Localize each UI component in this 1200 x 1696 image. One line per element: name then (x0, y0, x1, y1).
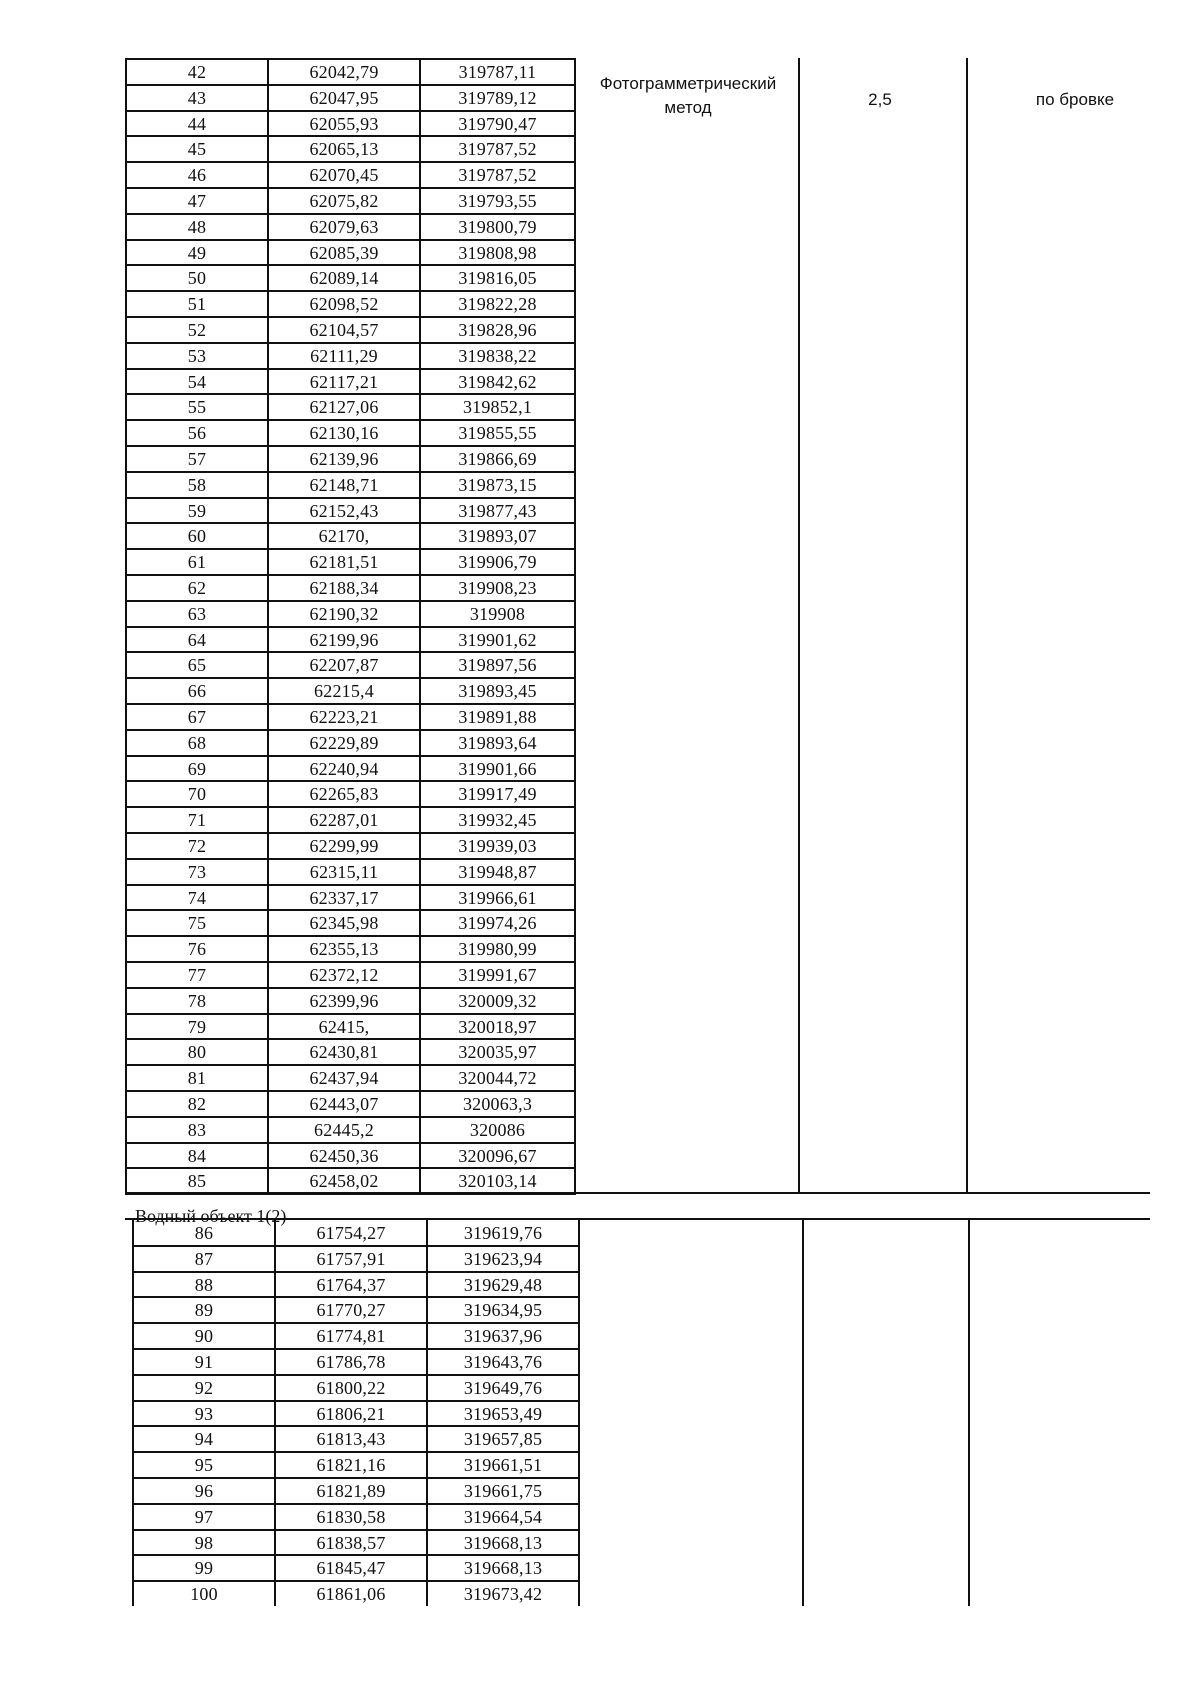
point-number-cell: 71 (187, 810, 207, 831)
y-coordinate-cell: 319991,67 (458, 965, 537, 985)
x-coordinate-cell: 61821,16 (316, 1455, 386, 1476)
y-coordinate-cell: 319974,26 (458, 913, 537, 934)
x-coordinate-cell: 62170, (318, 526, 370, 547)
x-coordinate-cell: 62042,79 (309, 62, 379, 82)
y-coordinate-cell: 319842,62 (458, 371, 537, 392)
point-number-cell: 51 (187, 294, 207, 315)
y-coordinate-cell: 319787,52 (458, 165, 537, 186)
row-divider (125, 961, 576, 963)
x-coordinate-cell: 61764,37 (316, 1274, 386, 1295)
point-number-cell: 74 (187, 887, 207, 908)
row-divider (132, 1245, 578, 1247)
y-coordinate-cell: 319629,48 (463, 1274, 543, 1295)
x-coordinate-cell: 62445,2 (314, 1119, 374, 1140)
point-number-cell: 66 (187, 681, 207, 702)
row-divider (125, 858, 576, 860)
column-divider (798, 58, 800, 1193)
x-coordinate-cell: 62450,36 (309, 1145, 379, 1166)
row-divider (125, 84, 576, 86)
y-coordinate-cell: 319668,13 (463, 1532, 543, 1553)
row-divider (125, 264, 576, 266)
y-coordinate-cell: 320103,14 (458, 1171, 537, 1192)
x-coordinate-cell: 62079,63 (309, 216, 379, 237)
row-divider (132, 1451, 578, 1453)
point-number-cell: 42 (187, 62, 207, 82)
x-coordinate-cell: 61830,58 (316, 1506, 386, 1527)
x-coordinate-cell: 62130,16 (309, 423, 379, 444)
point-number-cell: 91 (194, 1352, 214, 1372)
row-divider (125, 213, 576, 215)
y-coordinate-cell: 319657,85 (463, 1429, 543, 1450)
point-number-cell: 46 (187, 165, 207, 186)
x-coordinate-cell: 62345,98 (309, 913, 379, 934)
x-coordinate-cell: 61861,06 (316, 1584, 386, 1605)
x-coordinate-cell: 61845,47 (316, 1558, 386, 1579)
row-divider (125, 497, 576, 499)
point-number-cell: 59 (187, 500, 207, 521)
x-coordinate-cell: 62104,57 (309, 320, 379, 340)
y-coordinate-cell: 319808,98 (458, 242, 537, 263)
y-coordinate-cell: 319661,75 (463, 1481, 543, 1501)
row-divider (125, 755, 576, 757)
x-coordinate-cell: 62181,51 (309, 552, 379, 573)
row-divider (125, 651, 576, 653)
row-divider (125, 1013, 576, 1015)
point-number-cell: 98 (194, 1532, 214, 1553)
point-number-cell: 63 (187, 603, 207, 624)
x-coordinate-cell: 62299,99 (309, 836, 379, 856)
row-divider (125, 703, 576, 705)
x-coordinate-cell: 62055,93 (309, 113, 379, 134)
point-number-cell: 69 (187, 758, 207, 779)
point-number-cell: 96 (194, 1481, 214, 1501)
x-coordinate-cell: 61813,43 (316, 1429, 386, 1450)
x-coordinate-cell: 62240,94 (309, 758, 379, 779)
row-divider (132, 1348, 578, 1350)
x-coordinate-cell: 61757,91 (316, 1248, 386, 1269)
point-number-cell: 83 (187, 1119, 207, 1140)
x-coordinate-cell: 62223,21 (309, 707, 379, 727)
x-coordinate-cell: 62355,13 (309, 939, 379, 960)
point-number-cell: 78 (187, 990, 207, 1011)
y-coordinate-cell: 319877,43 (458, 500, 537, 521)
y-coordinate-cell: 319664,54 (463, 1506, 543, 1527)
x-coordinate-cell: 61838,57 (316, 1532, 386, 1553)
row-divider (125, 806, 576, 808)
point-number-cell: 45 (187, 139, 207, 160)
point-number-cell: 56 (187, 423, 207, 444)
point-number-cell: 80 (187, 1042, 207, 1063)
y-coordinate-cell: 319838,22 (458, 345, 537, 366)
point-number-cell: 100 (190, 1584, 218, 1605)
point-number-cell: 65 (187, 655, 207, 676)
x-coordinate-cell: 62415, (318, 1016, 370, 1037)
row-divider (125, 677, 576, 679)
point-number-cell: 85 (187, 1171, 207, 1192)
point-number-cell: 47 (187, 191, 207, 211)
column-divider (132, 1218, 134, 1606)
point-number-cell: 52 (187, 320, 207, 340)
row-divider (132, 1503, 578, 1505)
y-coordinate-cell: 319866,69 (458, 449, 537, 469)
x-coordinate-cell: 62047,95 (309, 87, 379, 108)
y-coordinate-cell: 319634,95 (463, 1300, 543, 1321)
point-number-cell: 68 (187, 732, 207, 753)
point-number-cell: 49 (187, 242, 207, 263)
y-coordinate-cell: 320096,67 (458, 1145, 537, 1166)
x-coordinate-cell: 62089,14 (309, 268, 379, 289)
row-divider (125, 832, 576, 834)
y-coordinate-cell: 319908 (469, 603, 526, 624)
y-coordinate-cell: 319789,12 (458, 87, 537, 108)
row-divider (132, 1374, 578, 1376)
point-number-cell: 58 (187, 474, 207, 495)
x-coordinate-cell: 62443,07 (309, 1094, 379, 1114)
point-number-cell: 55 (187, 397, 207, 418)
y-coordinate-cell: 319873,15 (458, 474, 537, 495)
y-coordinate-cell: 320018,97 (458, 1016, 537, 1037)
row-divider (132, 1296, 578, 1298)
point-number-cell: 77 (187, 965, 207, 985)
column-divider (274, 1218, 276, 1606)
row-divider (125, 548, 576, 550)
row-divider (125, 1116, 576, 1118)
row-divider (125, 574, 576, 576)
point-number-cell: 88 (194, 1274, 214, 1295)
row-divider (125, 368, 576, 370)
y-coordinate-cell: 319787,11 (458, 62, 537, 82)
column-divider (802, 1218, 804, 1606)
y-coordinate-cell: 320009,32 (458, 990, 537, 1011)
column-divider (426, 1218, 428, 1606)
y-coordinate-cell: 319932,45 (458, 810, 537, 831)
point-number-cell: 93 (194, 1403, 214, 1424)
row-divider (125, 1038, 576, 1040)
y-coordinate-cell: 319893,45 (458, 681, 537, 702)
y-coordinate-cell: 319637,96 (463, 1326, 543, 1347)
row-divider (125, 393, 576, 395)
point-number-cell: 70 (187, 784, 207, 805)
row-divider (132, 1554, 578, 1556)
row-divider (125, 58, 576, 60)
column-divider (125, 58, 127, 1193)
y-coordinate-cell: 319948,87 (458, 861, 537, 882)
row-divider (132, 1477, 578, 1479)
x-coordinate-cell: 62399,96 (309, 990, 379, 1011)
row-divider (125, 445, 576, 447)
y-coordinate-cell: 319893,64 (458, 732, 537, 753)
column-divider (574, 58, 576, 1193)
y-coordinate-cell: 319619,76 (463, 1223, 543, 1243)
y-coordinate-cell: 319643,76 (463, 1352, 543, 1372)
y-coordinate-cell: 320063,3 (462, 1094, 533, 1114)
y-coordinate-cell: 319793,55 (458, 191, 537, 211)
point-number-cell: 81 (187, 1068, 207, 1089)
x-coordinate-cell: 62111,29 (310, 345, 378, 366)
x-coordinate-cell: 61786,78 (316, 1352, 386, 1372)
point-number-cell: 82 (187, 1094, 207, 1114)
point-number-cell: 99 (194, 1558, 214, 1579)
row-divider (125, 729, 576, 731)
row-divider (132, 1529, 578, 1531)
x-coordinate-cell: 62287,01 (309, 810, 379, 831)
row-divider (125, 239, 576, 241)
y-coordinate-cell: 320044,72 (458, 1068, 537, 1089)
x-coordinate-cell: 61770,27 (316, 1300, 386, 1321)
point-number-cell: 67 (187, 707, 207, 727)
point-number-cell: 50 (187, 268, 207, 289)
y-coordinate-cell: 319649,76 (463, 1377, 543, 1398)
accuracy-value: 2,5 (868, 90, 892, 109)
point-number-cell: 61 (187, 552, 207, 573)
row-divider (125, 600, 576, 602)
y-coordinate-cell: 319790,47 (458, 113, 537, 134)
point-number-cell: 86 (194, 1223, 214, 1243)
x-coordinate-cell: 62152,43 (309, 500, 379, 521)
x-coordinate-cell: 62127,06 (309, 397, 379, 418)
y-coordinate-cell: 319980,99 (458, 939, 537, 960)
x-coordinate-cell: 62098,52 (309, 294, 379, 315)
x-coordinate-cell: 62075,82 (309, 191, 379, 211)
x-coordinate-cell: 62315,11 (309, 861, 379, 882)
y-coordinate-cell: 319891,88 (458, 707, 537, 727)
point-number-cell: 64 (187, 629, 207, 650)
x-coordinate-cell: 62148,71 (309, 474, 379, 495)
row-divider (125, 316, 576, 318)
column-divider (267, 58, 269, 1193)
row-divider (125, 419, 576, 421)
point-number-cell: 89 (194, 1300, 214, 1321)
row-divider (125, 909, 576, 911)
point-number-cell: 73 (187, 861, 207, 882)
point-number-cell: 53 (187, 345, 207, 366)
point-number-cell: 57 (187, 449, 207, 469)
row-divider (132, 1271, 578, 1273)
y-coordinate-cell: 319668,13 (463, 1558, 543, 1579)
row-divider (125, 471, 576, 473)
x-coordinate-cell: 62139,96 (309, 449, 379, 469)
point-number-cell: 84 (187, 1145, 207, 1166)
row-divider (125, 1090, 576, 1092)
row-divider (132, 1322, 578, 1324)
y-coordinate-cell: 319800,79 (458, 216, 537, 237)
point-number-cell: 79 (187, 1016, 207, 1037)
row-divider (125, 342, 576, 344)
y-coordinate-cell: 319897,56 (458, 655, 537, 676)
x-coordinate-cell: 61806,21 (316, 1403, 386, 1424)
y-coordinate-cell: 319623,94 (463, 1248, 543, 1269)
x-coordinate-cell: 62229,89 (309, 732, 379, 753)
row-divider (132, 1400, 578, 1402)
x-coordinate-cell: 62337,17 (309, 887, 379, 908)
x-coordinate-cell: 62372,12 (309, 965, 379, 985)
point-number-cell: 75 (187, 913, 207, 934)
y-coordinate-cell: 319852,1 (462, 397, 533, 418)
y-coordinate-cell: 319822,28 (458, 294, 537, 315)
row-divider (125, 780, 576, 782)
point-number-cell: 43 (187, 87, 207, 108)
row-divider (125, 290, 576, 292)
point-number-cell: 92 (194, 1377, 214, 1398)
column-divider (419, 58, 421, 1193)
x-coordinate-cell: 62070,45 (309, 165, 379, 186)
x-coordinate-cell: 62458,02 (309, 1171, 379, 1192)
y-coordinate-cell: 319661,51 (463, 1455, 543, 1476)
row-divider (125, 626, 576, 628)
row-divider (125, 1167, 576, 1169)
column-divider (578, 1218, 580, 1606)
x-coordinate-cell: 62265,83 (309, 784, 379, 805)
y-coordinate-cell: 319816,05 (458, 268, 537, 289)
x-coordinate-cell: 61774,81 (316, 1326, 386, 1347)
y-coordinate-cell: 319673,42 (463, 1584, 543, 1605)
point-number-cell: 72 (187, 836, 207, 856)
row-divider (125, 522, 576, 524)
point-number-cell: 48 (187, 216, 207, 237)
x-coordinate-cell: 62430,81 (309, 1042, 379, 1063)
point-number-cell: 95 (194, 1455, 214, 1476)
row-divider (125, 187, 576, 189)
row-divider (125, 135, 576, 137)
row-divider (125, 987, 576, 989)
point-number-cell: 87 (194, 1248, 214, 1269)
x-coordinate-cell: 62188,34 (309, 578, 379, 598)
y-coordinate-cell: 319855,55 (458, 423, 537, 444)
y-coordinate-cell: 319917,49 (458, 784, 537, 805)
x-coordinate-cell: 62207,87 (309, 655, 379, 676)
point-number-cell: 76 (187, 939, 207, 960)
column-divider (966, 58, 968, 1193)
x-coordinate-cell: 62117,21 (309, 371, 379, 392)
row-divider (125, 161, 576, 163)
water-object-caption: Водный объект 1(2) (135, 1206, 287, 1226)
x-coordinate-cell: 61800,22 (316, 1377, 386, 1398)
y-coordinate-cell: 319901,62 (458, 629, 537, 650)
method-label: Фотограмметрический метод (599, 74, 777, 117)
x-coordinate-cell: 62199,96 (309, 629, 379, 650)
x-coordinate-cell: 62065,13 (309, 139, 379, 160)
row-divider (125, 884, 576, 886)
x-coordinate-cell: 62190,32 (309, 603, 379, 624)
row-divider (125, 935, 576, 937)
point-number-cell: 94 (194, 1429, 214, 1450)
x-coordinate-cell: 61754,27 (316, 1223, 386, 1243)
y-coordinate-cell: 319908,23 (458, 578, 537, 598)
y-coordinate-cell: 319906,79 (458, 552, 537, 573)
y-coordinate-cell: 319939,03 (458, 836, 537, 856)
point-number-cell: 62 (187, 578, 207, 598)
x-coordinate-cell: 61821,89 (316, 1481, 386, 1501)
column-divider (968, 1218, 970, 1606)
y-coordinate-cell: 320086 (469, 1119, 526, 1140)
y-coordinate-cell: 319787,52 (458, 139, 537, 160)
y-coordinate-cell: 319828,96 (458, 320, 537, 340)
y-coordinate-cell: 319653,49 (463, 1403, 543, 1424)
x-coordinate-cell: 62215,4 (314, 681, 374, 702)
point-number-cell: 97 (194, 1506, 214, 1527)
y-coordinate-cell: 319901,66 (458, 758, 537, 779)
x-coordinate-cell: 62437,94 (309, 1068, 379, 1089)
point-number-cell: 60 (187, 526, 207, 547)
point-number-cell: 90 (194, 1326, 214, 1347)
row-divider (132, 1425, 578, 1427)
y-coordinate-cell: 319893,07 (458, 526, 537, 547)
row-divider (125, 1064, 576, 1066)
section-divider (125, 1192, 1150, 1194)
point-number-cell: 44 (187, 113, 207, 134)
x-coordinate-cell: 62085,39 (309, 242, 379, 263)
row-divider (132, 1580, 578, 1582)
y-coordinate-cell: 319966,61 (458, 887, 537, 908)
row-divider (125, 110, 576, 112)
row-divider (125, 1142, 576, 1144)
description-label: по бровке (1035, 90, 1115, 109)
y-coordinate-cell: 320035,97 (458, 1042, 537, 1063)
point-number-cell: 54 (187, 371, 207, 392)
